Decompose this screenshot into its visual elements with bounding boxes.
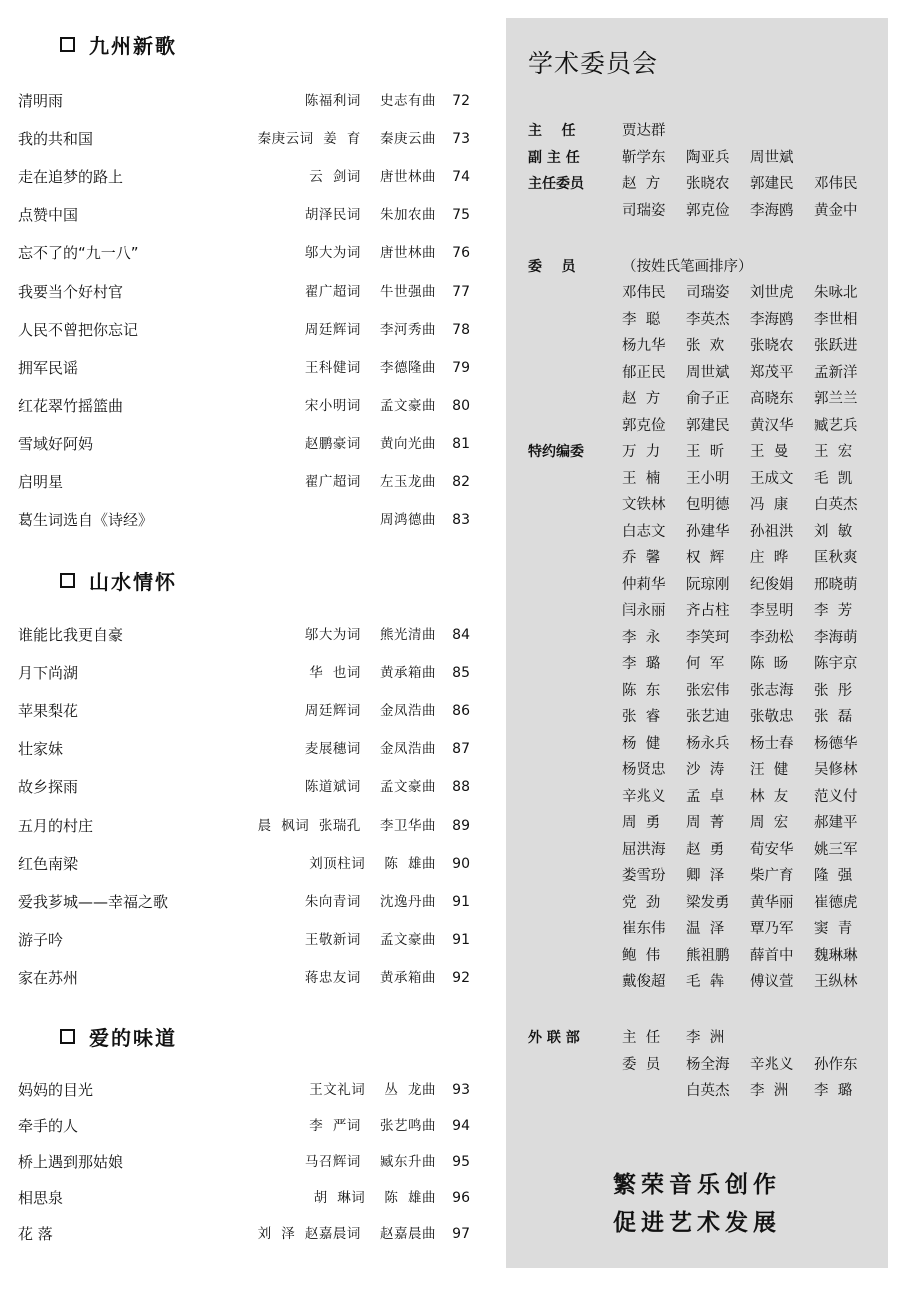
song-title: 拥军民谣 [18,358,79,377]
song-page-number: 91 [452,893,470,910]
song-entry [18,966,478,990]
song-entry [18,394,478,418]
song-page-number: 96 [452,1190,470,1206]
committee-row [506,307,888,333]
committee-member-name: 孙祖洪 [750,523,794,540]
committee-member-name: 周 勇 [622,815,661,831]
song-credits: 蒋忠友词 黄承箱曲 [304,969,436,986]
committee-member-name: 匡秋爽 [814,550,858,566]
committee-member-name: 贾达群 [622,123,666,139]
committee-member-name: 林 友 [750,788,789,805]
song-entry [18,1150,478,1174]
committee-member-name: 李 洲 [750,1083,789,1099]
committee-member-name: 屈洪海 [622,841,666,858]
committee-member-name: 张晓农 [750,338,794,354]
song-page-number: 75 [452,207,470,224]
committee-row [506,466,888,492]
section-title [60,1022,177,1051]
committee-row [506,145,888,171]
committee-member-name: 杨 健 [622,735,661,752]
committee-note: （按姓氏笔画排序） [622,259,753,275]
section-title-text: 九州新歌 [89,34,177,58]
committee-member-name: 杨全海 [686,1056,730,1073]
committee-member-name: 窦 青 [814,921,853,937]
song-title: 花 落 [18,1225,53,1243]
committee-row [506,333,888,359]
song-credits: 刘 泽 赵嘉晨词 赵嘉晨曲 [257,1226,436,1242]
committee-member-name: 周 宏 [750,815,789,831]
song-entry [18,89,478,113]
committee-member-name: 纪俊娟 [750,576,794,593]
song-entry [18,1186,478,1210]
song-credits: 秦庚云词 姜 育 秦庚云曲 [257,131,436,148]
song-page-number: 83 [452,512,470,529]
committee-member-name: 赵 方 [622,176,661,193]
committee-member-name: 荀安华 [750,841,794,858]
committee-row [506,492,888,518]
committee-member-name: 傅议萱 [750,974,794,990]
committee-member-name: 靳学东 [622,149,666,166]
committee-member-name: 范义付 [814,788,858,805]
committee-row [506,598,888,624]
committee-member-name: 李 永 [622,629,661,646]
committee-member-name: 张 欢 [686,338,725,354]
committee-member-name: 包明德 [686,497,730,513]
committee-member-name: 主 任 [622,1030,661,1046]
committee-member-name: 郭建民 [686,417,730,434]
song-page-number: 97 [452,1226,470,1242]
song-page-number: 84 [452,627,470,643]
committee-member-name: 万 力 [622,444,661,460]
committee-member-name: 白志文 [622,523,666,540]
song-page-number: 82 [452,474,470,490]
song-entry [18,737,478,761]
committee-row [506,171,888,197]
committee-member-name: 辛兆义 [750,1056,794,1073]
committee-member-name: 杨永兵 [686,735,730,752]
song-credits: 陈道斌词 孟文豪曲 [304,779,436,796]
committee-member-name: 闫永丽 [622,603,666,619]
committee-row [506,784,888,810]
song-page-number: 76 [452,245,470,262]
committee-member-name: 孙建华 [686,523,730,540]
committee-member-name: 陈宇京 [814,656,858,672]
song-title: 游子吟 [18,930,64,949]
committee-member-name: 陈 旸 [750,656,789,672]
song-page-number: 89 [452,817,470,834]
committee-member-name: 魏琳琳 [814,947,858,964]
committee-row [506,1078,888,1104]
song-page-number: 78 [452,321,470,338]
song-page-number: 79 [452,359,470,376]
song-title: 雪域好阿妈 [18,434,94,453]
song-title: 忘不了的“九一八” [18,244,139,263]
song-title: 红色南梁 [18,854,79,873]
committee-role: 主任委员 [528,176,584,193]
song-entry [18,928,478,952]
committee-member-name: 郑茂平 [750,364,794,381]
committee-row [506,810,888,836]
song-title: 月下尚湖 [18,664,79,683]
song-credits: 朱向青词 沈逸丹曲 [304,893,436,910]
song-page-number: 80 [452,397,470,414]
committee-member-name: 邓伟民 [622,285,666,301]
committee-member-name: 张宏伟 [686,682,730,699]
committee-member-name: 权 辉 [686,550,725,566]
committee-role: 特约编委 [528,444,584,460]
song-page-number: 72 [452,93,470,109]
song-credits: 胡泽民词 朱加农曲 [304,207,436,224]
committee-member-name: 姚三军 [814,841,858,858]
committee-member-name: 李 芳 [814,603,853,619]
committee-member-name: 毛 凯 [814,470,853,487]
committee-member-name: 汪 健 [750,762,789,778]
committee-member-name: 张晓农 [686,176,730,193]
committee-member-name: 阮琼刚 [686,576,730,593]
committee-row [506,198,888,224]
committee-row [506,890,888,916]
committee-row [506,731,888,757]
committee-row [506,545,888,571]
committee-member-name: 崔德虎 [814,894,858,911]
section-title [60,30,177,59]
committee-member-name: 邓伟民 [814,176,858,193]
committee-member-name: 王 昕 [686,444,725,460]
committee-member-name: 司瑞姿 [686,285,730,301]
committee-role: 外 联 部 [528,1030,580,1046]
song-page-number: 74 [452,169,470,186]
committee-member-name: 郭克俭 [686,203,730,220]
committee-member-name: 邢晓萌 [814,576,858,593]
committee-panel [506,18,888,1268]
committee-member-name: 张志海 [750,682,794,699]
committee-member-name: 王 曼 [750,444,789,460]
song-entry [18,470,478,494]
song-page-number: 91 [452,931,470,948]
song-credits: 周廷辉词 金凤浩曲 [304,703,436,720]
song-page-number: 73 [452,131,470,148]
committee-row [506,863,888,889]
song-credits: 华 也词 黄承箱曲 [309,665,436,682]
committee-member-name: 黄金中 [814,203,858,220]
song-page-number: 95 [452,1154,470,1170]
committee-row [506,519,888,545]
committee-member-name: 孟 卓 [686,788,725,805]
song-title: 故乡探雨 [18,778,79,797]
committee-row [506,413,888,439]
song-title: 桥上遇到那姑娘 [18,1153,124,1171]
committee-member-name: 隆 强 [814,868,853,884]
committee-row [506,943,888,969]
section-title-text: 山水情怀 [89,570,177,594]
song-credits: 王科健词 李德隆曲 [304,359,436,376]
committee-member-name: 李 聪 [622,311,661,328]
song-credits: 麦展穗词 金凤浩曲 [304,741,436,758]
committee-role: 副 主 任 [528,149,580,166]
committee-member-name: 李昱明 [750,603,794,619]
committee-member-name: 柴广育 [750,868,794,884]
song-credits: 李 严词 张艺鸣曲 [309,1118,436,1134]
committee-row [506,969,888,995]
song-entry [18,356,478,380]
committee-member-name: 温 泽 [686,921,725,937]
committee-member-name: 李 洲 [686,1030,725,1046]
song-credits: 邬大为词 唐世林曲 [304,245,436,262]
committee-member-name: 熊祖鹏 [686,947,730,964]
song-entry [18,1114,478,1138]
committee-member-name: 周世斌 [686,364,730,381]
song-page-number: 77 [452,283,470,300]
committee-member-name: 李笑珂 [686,629,730,646]
song-credits: 王文礼词 丛 龙曲 [309,1082,436,1098]
committee-member-name: 王成文 [750,470,794,487]
song-entry [18,432,478,456]
section-checkbox-icon [60,573,75,588]
committee-role: 委 员 [528,259,576,275]
committee-member-name: 张 彤 [814,682,853,699]
committee-member-name: 赵 方 [622,391,661,407]
committee-member-name: 王纵林 [814,974,858,990]
committee-member-name: 陈 东 [622,682,661,699]
song-page-number: 90 [452,855,470,872]
committee-member-name: 高晓东 [750,391,794,407]
committee-member-name: 王 宏 [814,444,853,460]
song-title: 牵手的人 [18,1117,79,1135]
song-credits: 晨 枫词 张瑞孔 李卫华曲 [257,817,436,834]
committee-member-name: 周 菁 [686,815,725,831]
committee-member-name: 李 璐 [622,656,661,672]
song-title: 人民不曾把你忘记 [18,320,139,339]
song-entry [18,775,478,799]
song-entry [18,890,478,914]
committee-member-name: 李海萌 [814,629,858,646]
committee-member-name: 辛兆义 [622,788,666,805]
song-entry [18,661,478,685]
song-title: 爱我芗城——幸福之歌 [18,892,169,911]
song-entry [18,165,478,189]
committee-member-name: 乔 馨 [622,550,661,566]
committee-member-name: 黄华丽 [750,894,794,911]
song-title: 点赞中国 [18,206,79,225]
song-entry [18,699,478,723]
song-title: 妈妈的目光 [18,1081,94,1099]
committee-row [506,280,888,306]
committee-row [506,118,888,144]
committee-member-name: 崔东伟 [622,921,666,937]
song-credits: 宋小明词 孟文豪曲 [304,397,436,414]
committee-member-name: 李世相 [814,311,858,328]
committee-member-name: 齐占柱 [686,603,730,619]
committee-member-name: 毛 犇 [686,974,725,990]
committee-member-name: 娄雪玢 [622,868,666,884]
committee-member-name: 吴修林 [814,762,858,778]
committee-title: 学术委员会 [528,49,659,78]
committee-member-name: 梁发勇 [686,894,730,911]
committee-member-name: 仲莉华 [622,576,666,593]
song-title: 我要当个好村官 [18,282,124,301]
song-credits: 周鸿德曲 [380,512,436,529]
song-entry [18,508,478,532]
committee-member-name: 李海鸥 [750,203,794,220]
committee-member-name: 文铁林 [622,497,666,513]
committee-member-name: 张艺迪 [686,709,730,725]
committee-row [506,704,888,730]
committee-member-name: 张敬忠 [750,709,794,725]
committee-row [506,572,888,598]
committee-member-name: 杨士春 [750,735,794,752]
committee-member-name: 刘世虎 [750,285,794,301]
committee-member-name: 冯 康 [750,497,789,513]
slogan-line-1: 繁荣音乐创作 [613,1172,781,1198]
song-entry [18,318,478,342]
song-title: 清明雨 [18,92,64,110]
committee-member-name: 薛首中 [750,947,794,964]
committee-row [506,254,888,280]
song-title: 相思泉 [18,1189,64,1207]
slogan-line-2: 促进艺术发展 [613,1210,781,1236]
committee-row [506,439,888,465]
song-entry [18,623,478,647]
committee-member-name: 王小明 [686,470,730,487]
song-entry [18,127,478,151]
committee-member-name: 赵 勇 [686,841,725,858]
section-checkbox-icon [60,37,75,52]
song-title: 家在苏州 [18,968,79,987]
committee-member-name: 张 磊 [814,709,853,725]
song-credits: 王敬新词 孟文豪曲 [304,931,436,948]
committee-row [506,360,888,386]
section-title [60,566,177,595]
song-entry [18,203,478,227]
committee-member-name: 郁正民 [622,364,666,381]
committee-member-name: 何 军 [686,656,725,672]
song-title: 我的共和国 [18,130,94,149]
song-entry [18,852,478,876]
committee-member-name: 杨德华 [814,735,858,752]
song-credits: 刘顶柱词 陈 雄曲 [309,855,436,872]
committee-member-name: 郝建平 [814,815,858,831]
song-page-number: 81 [452,435,470,452]
committee-member-name: 司瑞姿 [622,203,666,220]
committee-row [506,678,888,704]
committee-member-name: 委 员 [622,1056,661,1073]
committee-member-name: 臧艺兵 [814,417,858,434]
committee-member-name: 白英杰 [814,497,858,513]
committee-member-name: 杨九华 [622,338,666,354]
song-credits: 胡 琳词 陈 雄曲 [313,1190,436,1206]
song-title: 葛生词选自《诗经》 [18,511,154,530]
song-credits: 马召辉词 臧东升曲 [304,1154,436,1170]
committee-member-name: 李英杰 [686,311,730,328]
committee-member-name: 覃乃军 [750,921,794,937]
committee-row [506,625,888,651]
song-entry [18,1078,478,1102]
committee-member-name: 戴俊超 [622,974,666,990]
song-page-number: 88 [452,779,470,796]
committee-member-name: 刘 敏 [814,523,853,540]
committee-member-name: 白英杰 [686,1083,730,1099]
section-checkbox-icon [60,1029,75,1044]
committee-row [506,386,888,412]
committee-row [506,757,888,783]
committee-member-name: 李劲松 [750,629,794,646]
committee-row [506,1052,888,1078]
song-title: 壮家妹 [18,740,64,759]
committee-member-name: 张跃进 [814,338,858,354]
song-credits: 赵鹏豪词 黄向光曲 [304,435,436,452]
committee-member-name: 郭建民 [750,176,794,193]
song-credits: 周廷辉词 李河秀曲 [304,321,436,338]
song-entry [18,241,478,265]
committee-row [506,651,888,677]
song-title: 启明星 [18,473,64,491]
committee-member-name: 庄 晔 [750,550,789,566]
song-title: 五月的村庄 [18,816,94,835]
song-page-number: 87 [452,741,470,758]
song-entry [18,814,478,838]
committee-member-name: 郭兰兰 [814,391,858,407]
committee-row [506,1025,888,1051]
song-credits: 邬大为词 熊光清曲 [304,627,436,643]
committee-member-name: 郭克俭 [622,417,666,434]
song-credits: 翟广超词 左玉龙曲 [304,474,436,490]
committee-member-name: 陶亚兵 [686,149,730,166]
song-credits: 陈福利词 史志有曲 [304,93,436,109]
song-title: 红花翠竹摇篮曲 [18,396,124,415]
committee-member-name: 沙 涛 [686,762,725,778]
committee-member-name: 黄汉华 [750,417,794,434]
song-entry [18,280,478,304]
song-page-number: 86 [452,703,470,720]
song-page-number: 85 [452,665,470,682]
committee-member-name: 李 璐 [814,1083,853,1099]
song-title: 苹果梨花 [18,702,79,721]
committee-member-name: 党 劲 [622,894,661,911]
song-page-number: 94 [452,1118,470,1134]
song-entry [18,1222,478,1246]
committee-member-name: 卿 泽 [686,868,725,884]
song-page-number: 92 [452,969,470,986]
committee-role: 主 任 [528,123,576,139]
committee-member-name: 鲍 伟 [622,947,661,964]
song-credits: 云 剑词 唐世林曲 [309,169,436,186]
committee-member-name: 周世斌 [750,149,794,166]
committee-member-name: 俞子正 [686,391,730,407]
song-title: 谁能比我更自豪 [18,626,124,644]
song-page-number: 93 [452,1082,470,1098]
committee-member-name: 朱咏北 [814,285,858,301]
section-title-text: 爱的味道 [89,1026,177,1050]
committee-member-name: 杨贤忠 [622,762,666,778]
committee-member-name: 孙作东 [814,1056,858,1073]
committee-row [506,916,888,942]
committee-row [506,837,888,863]
committee-member-name: 李海鸥 [750,311,794,328]
committee-member-name: 王 楠 [622,470,661,487]
song-title: 走在追梦的路上 [18,168,124,187]
committee-member-name: 张 睿 [622,709,661,725]
committee-member-name: 孟新洋 [814,364,858,381]
song-credits: 翟广超词 牛世强曲 [304,283,436,300]
